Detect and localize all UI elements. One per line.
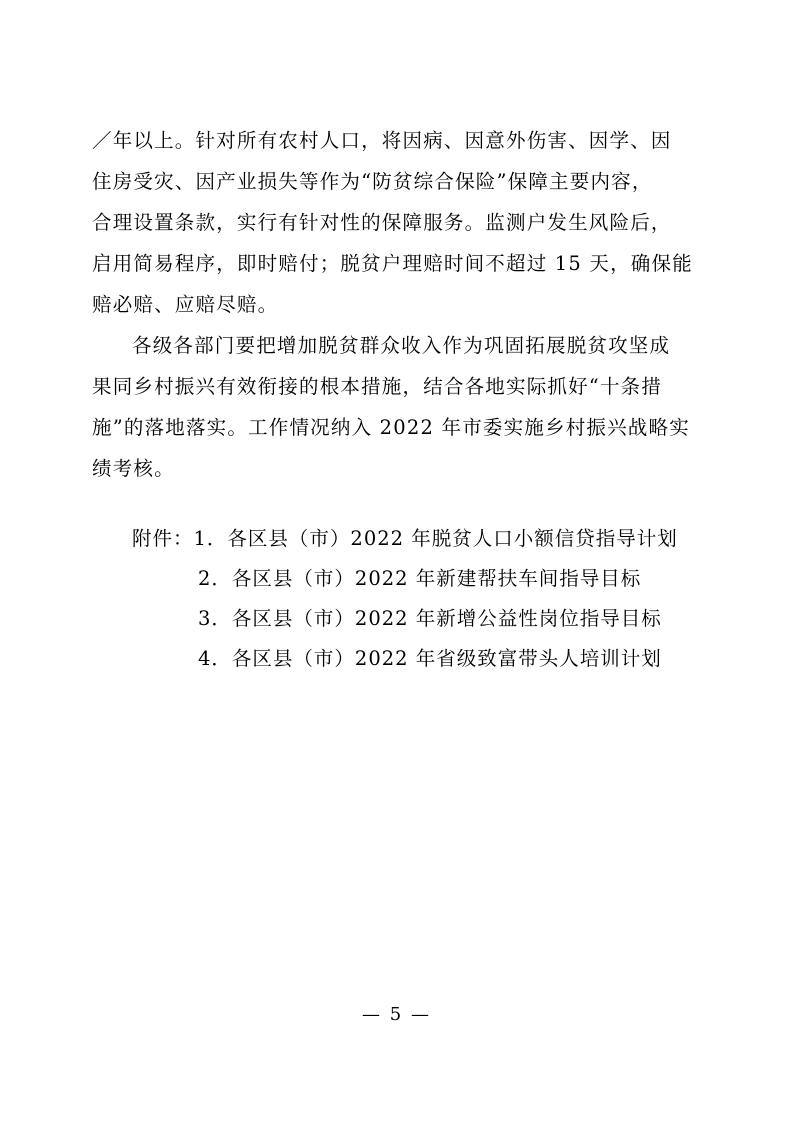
attachment-item-1 [132, 519, 732, 559]
paragraph-1-line-5: 赔必赔、应赔尽赔。 [92, 293, 279, 316]
paragraph-2-line-3: 施”的落地落实。工作情况纳入 2022 年市委实施乡村振兴战略实 [92, 416, 690, 439]
paragraph-1-line-2: 住房受灾、因产业损失等作为“防贫综合保险”保障主要内容， [92, 170, 653, 193]
attachment-item-1-text: 1．各区县（市）2022 年脱贫人口小额信贷指导计划 [193, 527, 678, 550]
paragraph-1-line-4: 启用简易程序，即时赔付；脱贫户理赔时间不超过 15 天，确保能 [92, 252, 693, 275]
paragraph-1-line-3: 合理设置条款，实行有针对性的保障服务。监测户发生风险后， [92, 211, 672, 234]
attachment-item-3: 3．各区县（市）2022 年新增公益性岗位指导目标 [198, 607, 662, 630]
attachments-label: 附件： [132, 527, 194, 550]
paragraph-2-line-4: 绩考核。 [92, 457, 175, 480]
paragraph-1-line-1: ／年以上。针对所有农村人口，将因病、因意外伤害、因学、因 [92, 129, 672, 152]
paragraph-2-line-2: 果同乡村振兴有效衔接的根本措施，结合各地实际抓好“十条措 [92, 375, 663, 398]
body-text [92, 120, 704, 489]
paragraph-2-line-1: 各级各部门要把增加脱贫群众收入作为巩固拓展脱贫攻坚成 [132, 334, 671, 357]
attachments-list [132, 519, 732, 679]
page-number: — 5 — [362, 1004, 431, 1025]
attachment-item-4: 4．各区县（市）2022 年省级致富带头人培训计划 [198, 647, 662, 670]
attachment-item-2: 2．各区县（市）2022 年新建帮扶车间指导目标 [198, 567, 642, 590]
